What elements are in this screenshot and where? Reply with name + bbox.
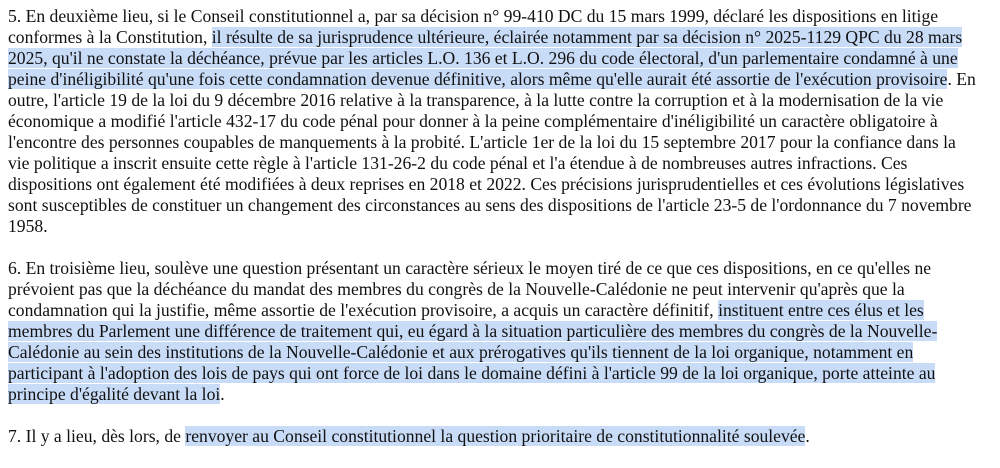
paragraph-7 (8, 426, 976, 447)
highlighted-text: instituent entre ces élus et les membres du Parlement une différence de traitement qui, eu égard à la situation particulière des membres du congrès de la Nouvelle-Calédonie au sein des institutions de la Nouvelle-Calédonie et aux prérogatives qu'ils tiennent de la loi organique, notamment en participant à l'adoption des lois de pays qui ont force de loi dans le domaine défini à l'article 99 de la loi organique, porte atteinte au principe d'égalité devant la loi (8, 300, 938, 404)
paragraph-6 (8, 258, 976, 405)
paragraph-text: . (805, 426, 810, 446)
document-body (8, 6, 976, 468)
paragraph-text: . (220, 384, 225, 404)
paragraph-text: 7. Il y a lieu, dès lors, de (8, 426, 186, 446)
highlighted-text: il résulte de sa jurisprudence ultérieure, éclairée notamment par sa décision n° 2025-1129 QPC du 28 mars 2025, qu'il ne constate la déchéance, prévue par les articles L.O. 136 et L.O. 296 du code électoral, d'un parlementaire condamné à une peine d'inéligibilité qu'une fois cette condamnation devenue définitive, alors même qu'elle aurait été assortie de l'exécution provisoire (8, 27, 963, 89)
paragraph-5 (8, 6, 976, 237)
paragraph-text: 5. En deuxième lieu, si le Conseil constitutionnel a, par sa décision n° 99-410 DC du 15 mars 1999, déclaré les dispositions en litige conformes à la Constitution, (8, 6, 939, 47)
highlighted-text: renvoyer au Conseil constitutionnel la question prioritaire de constitutionnalité soulevée (185, 426, 806, 446)
paragraph-text: . En outre, l'article 19 de la loi du 9 décembre 2016 relative à la transparence, à la lutte contre la corruption et à la modernisation de la vie économique a modifié l'article 432-17 du code pénal pour donner à la peine complémentaire d'inéligibilité un caractère obligatoire à l'encontre des personnes coupables de manquements à la probité. L'article 1er de la loi du 15 septembre 2017 pour la confiance dans la vie politique a inscrit ensuite cette règle à l'article 131-26-2 du code pénal et l'a étendue à de nombreuses autres infractions. Ces dispositions ont également été modifiées à deux reprises en 2018 et 2022. Ces précisions jurisprudentielles et ces évolutions législatives sont susceptibles de constituer un changement des circonstances au sens des dispositions de l'article 23-5 de l'ordonnance du 7 novembre 1958. (8, 69, 976, 236)
paragraph-text: 6. En troisième lieu, soulève une question présentant un caractère sérieux le moyen tiré de ce que ces dispositions, en ce qu'elles ne prévoient pas que la déchéance du mandat des membres du congrès de la Nouvelle-Calédonie ne peut intervenir qu'après que la condamnation qui la justifie, même assortie de l'exécution provisoire, a acquis un caractère définitif, (8, 258, 932, 320)
